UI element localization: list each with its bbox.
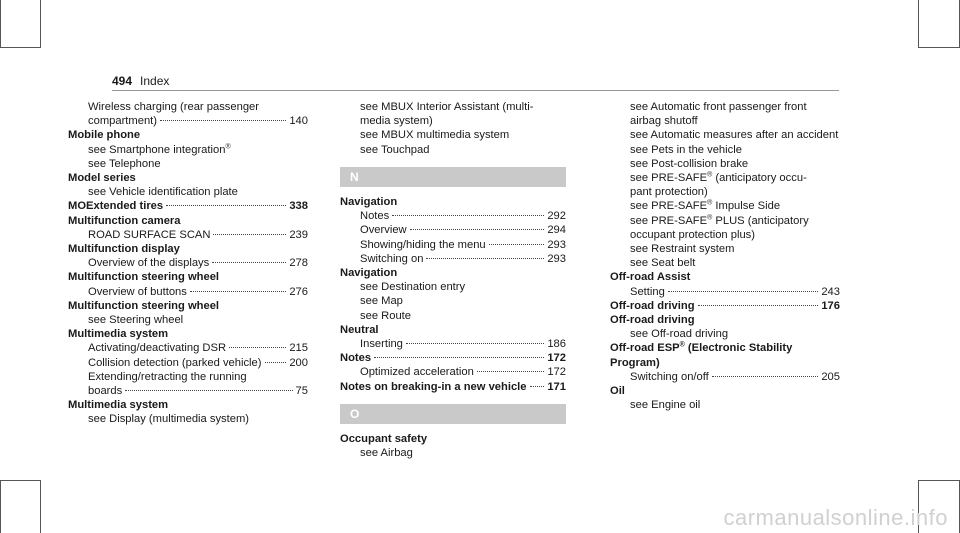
entry-title-text: MOExtended tires [68, 200, 164, 213]
dot-leader [477, 371, 545, 372]
index-subentry[interactable] [68, 341, 308, 355]
page-ref[interactable]: 293 [547, 238, 566, 251]
subentry-text: Optimized acceleration [360, 366, 474, 379]
index-entry [610, 270, 840, 298]
index-entry-title: Multifunction display [68, 243, 180, 256]
dot-leader [265, 362, 287, 363]
watermark: carmanualsonline.info [723, 505, 948, 530]
index-entry-title [610, 299, 840, 313]
index-subentry[interactable]: see Destination entry [360, 281, 466, 294]
crop-mark [0, 47, 40, 48]
index-subentry[interactable]: see Steering wheel [88, 314, 184, 327]
dot-leader [712, 376, 819, 377]
index-subentry[interactable]: see Vehicle identification plate [88, 186, 238, 199]
index-entry [68, 242, 308, 270]
index-subentry[interactable] [610, 370, 840, 384]
index-entry-title: Navigation [340, 267, 398, 280]
index-entry-title: Occupant safety [340, 433, 428, 446]
page-ref[interactable]: 338 [289, 200, 308, 213]
page-ref[interactable]: 278 [289, 257, 308, 270]
page-ref[interactable]: 140 [289, 115, 308, 128]
dot-leader [410, 229, 545, 230]
subentry-text: Setting [630, 285, 665, 298]
index-entry-title [340, 351, 566, 365]
index-entry [68, 100, 308, 128]
subentry-text: Inserting [360, 338, 403, 351]
index-subentry[interactable]: see Touchpad [360, 143, 430, 156]
index-subentry[interactable]: see Airbag [360, 447, 413, 460]
index-entry [68, 327, 308, 398]
index-entry [68, 128, 308, 171]
index-column-3 [610, 100, 840, 412]
dot-leader [698, 305, 819, 306]
index-subentry[interactable]: see Engine oil [630, 399, 701, 412]
index-subentry[interactable] [610, 285, 840, 299]
index-entry-title: Off-road driving [610, 314, 695, 327]
index-entry [610, 299, 840, 313]
index-entry [340, 323, 566, 351]
crop-mark [918, 480, 960, 481]
subentry-text: Activating/deactivating DSR [88, 342, 227, 355]
index-entry-title: Off-road Assist [610, 271, 691, 284]
index-entry-title: Mobile phone [68, 129, 141, 142]
index-entry [68, 214, 308, 242]
page-ref[interactable]: 186 [547, 338, 566, 351]
index-entry [340, 266, 566, 323]
subentry-text: Showing/hiding the menu [360, 238, 486, 251]
page-ref[interactable]: 200 [289, 356, 308, 369]
dot-leader [125, 390, 292, 391]
index-subentry[interactable] [340, 337, 566, 351]
index-subentry[interactable]: see Route [360, 309, 411, 322]
subentry-text: Switching on [360, 252, 424, 265]
dot-leader [213, 234, 286, 235]
index-subentry[interactable]: see Pets in the vehicle [630, 143, 742, 156]
index-entry [68, 398, 308, 426]
index-subentry[interactable] [68, 285, 308, 299]
page-ref[interactable]: 294 [547, 224, 566, 237]
dot-leader [166, 205, 286, 206]
page-ref[interactable]: 176 [821, 299, 840, 312]
index-subentry[interactable]: see Seat belt [630, 257, 696, 270]
entry-title-text: Off-road driving [610, 299, 695, 312]
index-subentry[interactable]: see PRE-SAFE® PLUS (anticipatory [630, 213, 809, 227]
index-column-1 [68, 100, 308, 427]
index-subentry[interactable] [340, 365, 566, 379]
index-subentry[interactable] [340, 223, 566, 237]
subentry-text: Overview of buttons [88, 285, 187, 298]
section-letter: O [340, 404, 566, 424]
index-entry [340, 432, 566, 460]
index-subentry[interactable] [340, 252, 566, 266]
page-ref[interactable]: 243 [821, 285, 840, 298]
index-subentry[interactable]: see Restraint system [630, 243, 735, 256]
index-entry [610, 384, 840, 412]
dot-leader [530, 386, 545, 387]
crop-mark [0, 0, 1, 48]
index-entry [340, 100, 566, 157]
subentry-text: compartment) [88, 115, 158, 128]
index-subentry[interactable]: occupant protection plus) [630, 228, 756, 241]
index-subentry[interactable]: see MBUX Interior Assistant (multi- [360, 101, 534, 113]
entry-title-text: Notes on breaking-in a new vehicle [340, 380, 527, 393]
dot-leader [229, 347, 286, 348]
index-subentry[interactable]: airbag shutoff [630, 115, 698, 128]
dot-leader [212, 262, 286, 263]
index-entry-title: Multifunction steering wheel [68, 271, 220, 284]
index-subentry[interactable]: see PRE-SAFE® (anticipatory occu- [630, 171, 807, 185]
index-entry-title: Multifunction steering wheel [68, 299, 220, 312]
index-entry-title [340, 380, 566, 394]
index-entry-title: Program) [610, 356, 660, 369]
index-subentry[interactable]: see Display (multimedia system) [88, 413, 250, 426]
index-entry-title: Model series [68, 172, 136, 185]
index-entry [340, 351, 566, 379]
crop-mark [40, 480, 41, 533]
index-subentry[interactable]: media system) [360, 115, 433, 128]
index-entry-title: Navigation [340, 196, 398, 209]
page-ref[interactable]: 293 [547, 252, 566, 265]
index-entry [68, 199, 308, 213]
index-subentry[interactable]: see PRE-SAFE® Impulse Side [630, 199, 781, 213]
index-subentry[interactable]: see Smartphone integration® [88, 142, 231, 156]
index-subentry[interactable] [340, 209, 566, 223]
crop-mark [0, 480, 40, 481]
subentry-text: boards [88, 385, 123, 398]
crop-mark [918, 0, 919, 48]
dot-leader [160, 120, 286, 121]
index-subentry[interactable]: see Map [360, 295, 403, 308]
index-subentry[interactable] [68, 228, 308, 242]
subentry-text: Notes [360, 210, 390, 223]
section-letter: N [340, 167, 566, 187]
dot-leader [668, 291, 818, 292]
index-subentry[interactable]: see Off-road driving [630, 328, 729, 341]
index-entry-title: Multimedia system [68, 399, 169, 412]
index-entry-title [68, 199, 308, 213]
index-entry-title: Off-road ESP® (Electronic Stability [610, 341, 793, 355]
index-column-2 [340, 100, 566, 460]
index-entry [340, 195, 566, 266]
page-ref[interactable]: 215 [289, 342, 308, 355]
index-entry [68, 299, 308, 327]
index-subentry[interactable] [68, 356, 308, 370]
page-ref[interactable]: 172 [547, 352, 566, 365]
index-subentry[interactable] [68, 114, 308, 128]
page-ref[interactable]: 171 [547, 380, 566, 393]
index-subentry[interactable]: see Automatic front passenger front [630, 101, 807, 113]
index-entry-title: Oil [610, 385, 625, 398]
crop-mark [918, 47, 960, 48]
index-entry [610, 370, 840, 384]
page-ref[interactable]: 172 [547, 366, 566, 379]
dot-leader [406, 343, 544, 344]
index-entry [68, 171, 308, 199]
index-subentry[interactable] [68, 256, 308, 270]
index-subentry[interactable] [340, 238, 566, 252]
page-header [112, 74, 169, 88]
subentry-text: Overview of the displays [88, 257, 210, 270]
page-ref[interactable]: 205 [821, 370, 840, 383]
subentry-text: Collision detection (parked vehicle) [88, 356, 262, 369]
dot-leader [489, 244, 545, 245]
dot-leader [374, 357, 544, 358]
index-entry [610, 100, 840, 270]
index-subentry[interactable]: see Telephone [88, 157, 161, 170]
index-entry-title: Multimedia system [68, 328, 169, 341]
dot-leader [426, 258, 544, 259]
subentry-text: Switching on/off [630, 370, 709, 383]
index-entry [68, 270, 308, 298]
index-subentry[interactable]: pant protection) [630, 186, 708, 199]
dot-leader [392, 215, 544, 216]
index-entry-title: Neutral [340, 323, 379, 336]
index-subentry[interactable] [68, 384, 308, 398]
index-subentry[interactable]: see MBUX multimedia system [360, 129, 510, 142]
subentry-text: Overview [360, 224, 407, 237]
page-ref[interactable]: 239 [289, 228, 308, 241]
dot-leader [190, 291, 286, 292]
index-subentry[interactable]: see Post-collision brake [630, 157, 749, 170]
index-subentry[interactable]: see Automatic measures after an accident [630, 129, 839, 142]
index-entry [610, 313, 840, 341]
header-rule [112, 90, 839, 91]
subentry-text: ROAD SURFACE SCAN [88, 228, 211, 241]
page-number: 494 [112, 74, 133, 88]
index-subentry[interactable]: Wireless charging (rear passenger [88, 101, 259, 113]
page-ref[interactable]: 292 [547, 210, 566, 223]
page-ref[interactable]: 276 [289, 285, 308, 298]
index-entry [610, 341, 840, 369]
index-entry [340, 380, 566, 394]
index-subentry[interactable]: Extending/retracting the running [88, 370, 247, 383]
index-entry-title: Multifunction camera [68, 214, 181, 227]
crop-mark [40, 0, 41, 48]
section-title: Index [140, 74, 170, 88]
page-ref[interactable]: 75 [295, 385, 308, 398]
crop-mark [0, 480, 1, 533]
entry-title-text: Notes [340, 352, 372, 365]
